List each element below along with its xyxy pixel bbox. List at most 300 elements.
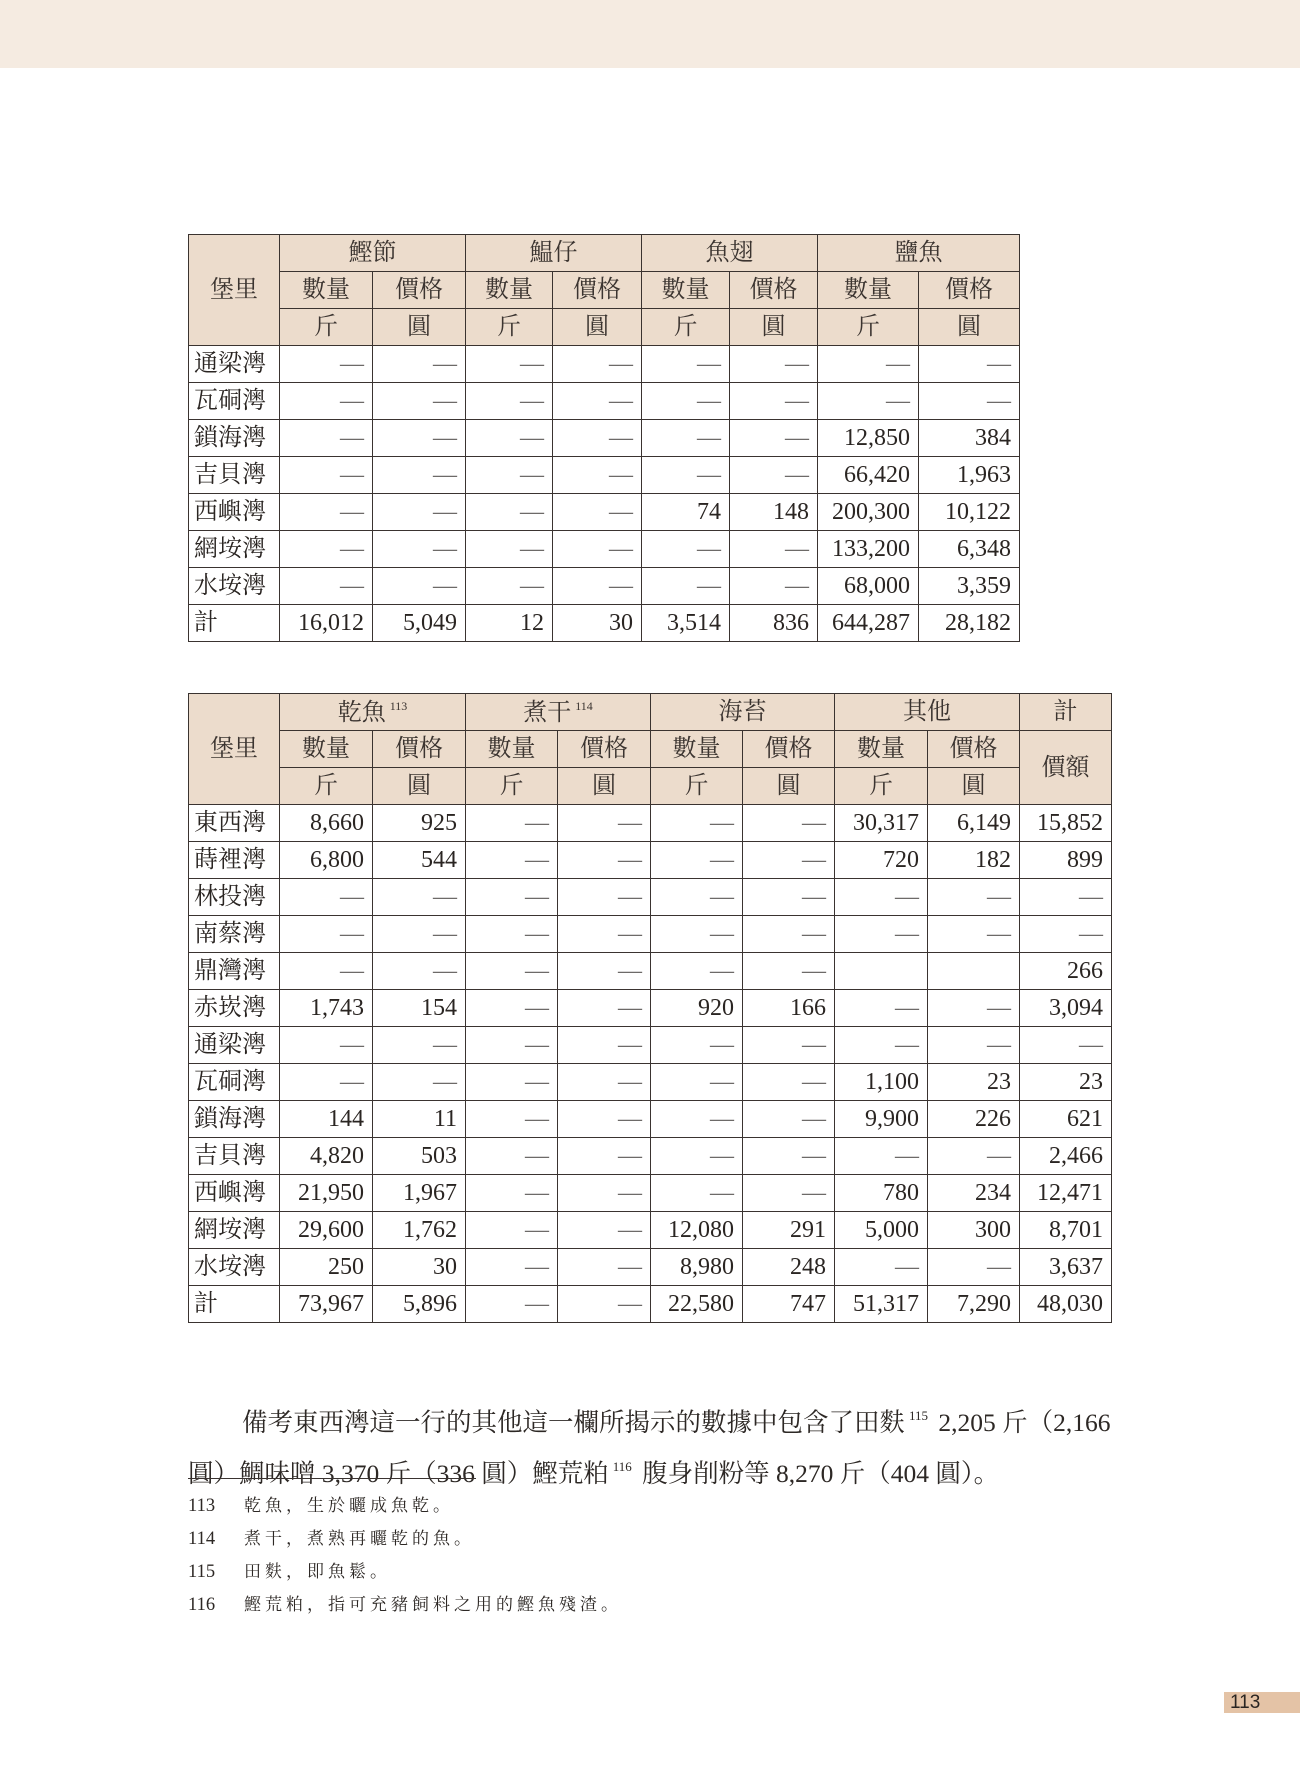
table-cell: 29,600 <box>280 1212 373 1249</box>
table-cell: — <box>466 1175 558 1212</box>
unit-header: 斤 <box>466 309 553 346</box>
table-cell: — <box>928 879 1020 916</box>
table-cell: 21,950 <box>280 1175 373 1212</box>
table-cell: — <box>553 531 642 568</box>
page-number: 113 <box>1224 1692 1300 1713</box>
table-cell: — <box>835 990 928 1027</box>
table-cell: 3,514 <box>642 605 730 642</box>
subheader: 數量 <box>835 731 928 768</box>
table-cell: — <box>743 805 835 842</box>
table-cell: — <box>466 1249 558 1286</box>
table-cell: 22,580 <box>651 1286 743 1323</box>
table-cell: — <box>743 916 835 953</box>
table-cell: 5,049 <box>373 605 466 642</box>
table-cell: — <box>280 494 373 531</box>
region-name: 計 <box>189 1286 280 1323</box>
unit-header: 斤 <box>280 309 373 346</box>
subheader: 價格 <box>928 731 1020 768</box>
fishery-table-1 <box>188 234 1020 642</box>
group-header: 鰛仔 <box>466 235 642 272</box>
table-cell: 300 <box>928 1212 1020 1249</box>
table-row <box>189 383 1020 420</box>
table-row <box>189 1212 1112 1249</box>
table-cell: — <box>466 842 558 879</box>
table-cell: — <box>280 531 373 568</box>
table-cell: 621 <box>1020 1101 1112 1138</box>
region-name: 網垵澚 <box>189 531 280 568</box>
subheader: 數量 <box>466 272 553 309</box>
table-cell: — <box>743 1027 835 1064</box>
table-cell: 12,850 <box>818 420 919 457</box>
table-cell: — <box>743 1175 835 1212</box>
footnote-ref: 113 <box>389 698 408 713</box>
table-cell: — <box>466 916 558 953</box>
subheader: 數量 <box>651 731 743 768</box>
table-cell: — <box>730 568 818 605</box>
table-cell: — <box>730 346 818 383</box>
table-cell: — <box>373 383 466 420</box>
table-cell: 48,030 <box>1020 1286 1112 1323</box>
table-cell: — <box>280 1027 373 1064</box>
region-header: 堡里 <box>189 694 280 805</box>
table-cell: — <box>373 953 466 990</box>
unit-header: 圓 <box>730 309 818 346</box>
table-cell: 11 <box>373 1101 466 1138</box>
subheader: 數量 <box>466 731 558 768</box>
unit-header: 圓 <box>373 768 466 805</box>
table-cell: — <box>1020 879 1112 916</box>
footnote-number: 115 <box>188 1562 216 1582</box>
fishery-table-2 <box>188 693 1112 1323</box>
unit-header: 斤 <box>466 768 558 805</box>
table-cell: 3,094 <box>1020 990 1112 1027</box>
subheader: 價格 <box>743 731 835 768</box>
table-cell: — <box>466 1064 558 1101</box>
table-cell: — <box>466 420 553 457</box>
region-name: 吉貝澚 <box>189 1138 280 1175</box>
table-row <box>189 842 1112 879</box>
table-row <box>189 346 1020 383</box>
remark-paragraph <box>188 1394 1128 1496</box>
subheader: 價格 <box>373 272 466 309</box>
table-cell: 250 <box>280 1249 373 1286</box>
remark-text: 2,205 斤（2,166 圓）鯛味噌 3,370 斤（336 圓）鰹荒粕 <box>188 1407 1111 1488</box>
group-header <box>651 694 835 731</box>
table-cell: — <box>651 842 743 879</box>
total-row <box>189 1286 1112 1323</box>
total-subheader: 價額 <box>1020 731 1112 805</box>
table-cell: — <box>835 916 928 953</box>
table-cell: — <box>466 457 553 494</box>
table-cell: — <box>558 1175 651 1212</box>
table-cell: — <box>466 346 553 383</box>
table-cell: — <box>373 1027 466 1064</box>
table-row <box>189 494 1020 531</box>
table-cell: 133,200 <box>818 531 919 568</box>
table-cell: — <box>651 1175 743 1212</box>
table-cell: — <box>642 346 730 383</box>
unit-header: 斤 <box>651 768 743 805</box>
table-cell: 644,287 <box>818 605 919 642</box>
table-cell: 899 <box>1020 842 1112 879</box>
table-cell: 3,359 <box>919 568 1020 605</box>
table-cell: 2,466 <box>1020 1138 1112 1175</box>
table-cell: — <box>651 1064 743 1101</box>
table-cell: 12,471 <box>1020 1175 1112 1212</box>
table-cell: — <box>651 879 743 916</box>
total-header: 計 <box>1020 694 1112 731</box>
table-cell: 16,012 <box>280 605 373 642</box>
table-cell: — <box>651 916 743 953</box>
table-cell: — <box>373 879 466 916</box>
table-row <box>189 1027 1112 1064</box>
unit-header: 斤 <box>818 309 919 346</box>
table-cell: — <box>466 494 553 531</box>
subheader: 數量 <box>642 272 730 309</box>
footnote-ref: 116 <box>612 1458 632 1474</box>
table-cell: — <box>280 953 373 990</box>
region-name: 鼎灣澚 <box>189 953 280 990</box>
unit-header: 斤 <box>642 309 730 346</box>
table-cell: — <box>553 346 642 383</box>
table-cell: 720 <box>835 842 928 879</box>
table-cell: — <box>919 383 1020 420</box>
table-cell: — <box>280 1064 373 1101</box>
region-name: 西嶼澚 <box>189 494 280 531</box>
table-cell: 66,420 <box>818 457 919 494</box>
table-cell: 384 <box>919 420 1020 457</box>
table-cell: 226 <box>928 1101 1020 1138</box>
table-cell: — <box>743 879 835 916</box>
table-cell: 1,963 <box>919 457 1020 494</box>
table-cell: — <box>280 457 373 494</box>
footnote-item <box>188 1556 622 1589</box>
table-cell: — <box>466 805 558 842</box>
table-cell: — <box>558 1027 651 1064</box>
table-cell: — <box>730 457 818 494</box>
footnote-text: 乾魚，生於曬成魚乾。 <box>244 1496 454 1516</box>
footnote-text: 煮干，煮熟再曬乾的魚。 <box>244 1529 475 1549</box>
group-header <box>280 694 466 731</box>
table-cell: 68,000 <box>818 568 919 605</box>
table-cell: 200,300 <box>818 494 919 531</box>
table-cell: — <box>553 420 642 457</box>
table-cell: — <box>651 953 743 990</box>
table-cell: — <box>743 1064 835 1101</box>
table-cell: — <box>928 1138 1020 1175</box>
table-cell: — <box>743 1138 835 1175</box>
table-cell: 6,800 <box>280 842 373 879</box>
table-cell: — <box>373 568 466 605</box>
table-cell: — <box>743 842 835 879</box>
group-label: 海苔 <box>718 699 767 725</box>
table-cell: — <box>466 1286 558 1323</box>
table-cell: — <box>373 346 466 383</box>
table-cell: — <box>743 1101 835 1138</box>
region-name: 網垵澚 <box>189 1212 280 1249</box>
footnotes <box>188 1490 622 1622</box>
group-header: 鹽魚 <box>818 235 1020 272</box>
table-cell: 30 <box>373 1249 466 1286</box>
table-cell: — <box>730 531 818 568</box>
footnote-item <box>188 1490 622 1523</box>
group-header: 鰹節 <box>280 235 466 272</box>
table-cell: — <box>466 568 553 605</box>
table-cell: — <box>280 916 373 953</box>
table-cell: — <box>373 1064 466 1101</box>
table-cell: — <box>280 568 373 605</box>
subheader: 價格 <box>919 272 1020 309</box>
footnote-number: 116 <box>188 1595 216 1615</box>
unit-header: 圓 <box>553 309 642 346</box>
table-cell: 1,100 <box>835 1064 928 1101</box>
table-cell: 51,317 <box>835 1286 928 1323</box>
table-cell: — <box>373 420 466 457</box>
table-cell: — <box>642 531 730 568</box>
unit-header: 圓 <box>919 309 1020 346</box>
table-cell: — <box>466 953 558 990</box>
table-row <box>189 990 1112 1027</box>
table-cell: — <box>558 916 651 953</box>
table-row <box>189 420 1020 457</box>
table-cell: 248 <box>743 1249 835 1286</box>
table-cell: — <box>466 383 553 420</box>
table-cell: — <box>818 383 919 420</box>
table-cell: 291 <box>743 1212 835 1249</box>
table-cell: 925 <box>373 805 466 842</box>
table-cell: — <box>373 457 466 494</box>
unit-header: 斤 <box>835 768 928 805</box>
footnote-text: 田麩，即魚鬆。 <box>244 1562 391 1582</box>
table-cell: 8,701 <box>1020 1212 1112 1249</box>
table-cell: — <box>558 1249 651 1286</box>
table-cell: — <box>558 953 651 990</box>
table-cell: 30 <box>553 605 642 642</box>
subheader: 數量 <box>280 272 373 309</box>
table-cell: — <box>558 842 651 879</box>
remark-text: 備考東西澚這一行的其他這一欄所揭示的數據中包含了田麩 <box>242 1407 906 1437</box>
unit-header: 圓 <box>743 768 835 805</box>
group-label: 煮干 <box>523 699 572 726</box>
table-cell: — <box>558 990 651 1027</box>
table-cell: 1,762 <box>373 1212 466 1249</box>
table-cell: — <box>280 346 373 383</box>
footnote-ref: 114 <box>575 698 593 713</box>
table-cell: — <box>466 879 558 916</box>
region-name: 計 <box>189 605 280 642</box>
table-cell: — <box>373 916 466 953</box>
footnote-number: 114 <box>188 1529 216 1549</box>
table-cell: 182 <box>928 842 1020 879</box>
table-cell: 30,317 <box>835 805 928 842</box>
page-header-band <box>0 0 1300 68</box>
footnote-number: 113 <box>188 1496 216 1516</box>
total-row <box>189 605 1020 642</box>
table-cell: — <box>373 531 466 568</box>
group-label: 乾魚 <box>337 699 386 726</box>
table-cell: — <box>466 531 553 568</box>
table-cell: 23 <box>1020 1064 1112 1101</box>
table-row <box>189 916 1112 953</box>
table-cell: — <box>651 1027 743 1064</box>
table-cell: — <box>835 1138 928 1175</box>
table-cell: 10,122 <box>919 494 1020 531</box>
table-cell: 747 <box>743 1286 835 1323</box>
table-cell: — <box>730 383 818 420</box>
region-header: 堡里 <box>189 235 280 346</box>
region-name: 鎖海澚 <box>189 420 280 457</box>
table-cell: — <box>730 420 818 457</box>
table-cell: 154 <box>373 990 466 1027</box>
table-cell: — <box>466 1027 558 1064</box>
table-row <box>189 1101 1112 1138</box>
table-cell: 920 <box>651 990 743 1027</box>
table-cell: 148 <box>730 494 818 531</box>
table-cell: — <box>558 1212 651 1249</box>
table-cell: 166 <box>743 990 835 1027</box>
remark-text: 腹身削粉等 8,270 斤（404 圓）。 <box>635 1458 1000 1488</box>
table-cell <box>835 953 928 990</box>
region-name: 吉貝澚 <box>189 457 280 494</box>
unit-header: 圓 <box>558 768 651 805</box>
table-cell: 4,820 <box>280 1138 373 1175</box>
region-name: 通梁澚 <box>189 346 280 383</box>
table-cell: — <box>553 568 642 605</box>
table-cell: — <box>373 494 466 531</box>
table-row <box>189 879 1112 916</box>
table-cell: — <box>743 953 835 990</box>
table-cell: 7,290 <box>928 1286 1020 1323</box>
table-cell: — <box>1020 916 1112 953</box>
table-cell: 9,900 <box>835 1101 928 1138</box>
subheader: 價格 <box>558 731 651 768</box>
table-cell: — <box>553 383 642 420</box>
subheader: 數量 <box>818 272 919 309</box>
table-cell: 6,348 <box>919 531 1020 568</box>
region-name: 蒔裡澚 <box>189 842 280 879</box>
footnote-ref: 115 <box>909 1407 929 1423</box>
footnote-item <box>188 1589 622 1622</box>
table-cell: 544 <box>373 842 466 879</box>
table-cell: — <box>466 1101 558 1138</box>
table-cell: — <box>558 1064 651 1101</box>
group-header <box>835 694 1020 731</box>
table-row <box>189 457 1020 494</box>
table-cell: — <box>1020 1027 1112 1064</box>
table-cell: — <box>280 879 373 916</box>
unit-header: 圓 <box>373 309 466 346</box>
region-name: 南蔡澚 <box>189 916 280 953</box>
table-cell: 5,896 <box>373 1286 466 1323</box>
region-name: 林投澚 <box>189 879 280 916</box>
table-cell: 74 <box>642 494 730 531</box>
table-cell: — <box>642 420 730 457</box>
table-cell: — <box>919 346 1020 383</box>
table-cell: — <box>558 879 651 916</box>
table-cell: — <box>466 990 558 1027</box>
table-cell: — <box>466 1138 558 1175</box>
subheader: 價格 <box>373 731 466 768</box>
table-cell: — <box>928 990 1020 1027</box>
table-cell: — <box>651 1101 743 1138</box>
table-cell: — <box>558 1286 651 1323</box>
region-name: 瓦硐澚 <box>189 383 280 420</box>
table-row <box>189 953 1112 990</box>
table-cell: 836 <box>730 605 818 642</box>
table-row <box>189 1175 1112 1212</box>
table-cell: 144 <box>280 1101 373 1138</box>
region-name: 赤崁澚 <box>189 990 280 1027</box>
region-name: 通梁澚 <box>189 1027 280 1064</box>
table-cell: 234 <box>928 1175 1020 1212</box>
table-cell: — <box>466 1212 558 1249</box>
region-name: 水垵澚 <box>189 1249 280 1286</box>
footnote-item <box>188 1523 622 1556</box>
table-cell: — <box>835 1027 928 1064</box>
table-cell: — <box>651 1138 743 1175</box>
group-header: 魚翅 <box>642 235 818 272</box>
subheader: 價格 <box>553 272 642 309</box>
subheader: 數量 <box>280 731 373 768</box>
table-cell: 8,660 <box>280 805 373 842</box>
group-label: 其他 <box>903 699 951 725</box>
table-cell: — <box>642 457 730 494</box>
table-cell: 266 <box>1020 953 1112 990</box>
region-name: 東西澚 <box>189 805 280 842</box>
table-cell: — <box>818 346 919 383</box>
table-cell: 1,967 <box>373 1175 466 1212</box>
region-name: 水垵澚 <box>189 568 280 605</box>
table-cell: — <box>553 494 642 531</box>
table-row <box>189 568 1020 605</box>
table-cell: 6,149 <box>928 805 1020 842</box>
table-cell: — <box>558 805 651 842</box>
table-cell: 73,967 <box>280 1286 373 1323</box>
table-cell: 780 <box>835 1175 928 1212</box>
table-cell: 503 <box>373 1138 466 1175</box>
footnote-text: 鰹荒粕，指可充豬飼料之用的鰹魚殘渣。 <box>244 1595 622 1615</box>
table-cell: — <box>642 568 730 605</box>
footnote-divider <box>188 1478 476 1479</box>
table-cell: — <box>928 1027 1020 1064</box>
table-cell <box>928 953 1020 990</box>
table-cell: 28,182 <box>919 605 1020 642</box>
region-name: 西嶼澚 <box>189 1175 280 1212</box>
table-cell: — <box>835 879 928 916</box>
table-cell: 12 <box>466 605 553 642</box>
table-cell: 8,980 <box>651 1249 743 1286</box>
subheader: 價格 <box>730 272 818 309</box>
table-cell: — <box>928 916 1020 953</box>
table-row <box>189 1138 1112 1175</box>
table-cell: 23 <box>928 1064 1020 1101</box>
region-name: 鎖海澚 <box>189 1101 280 1138</box>
table-cell: 3,637 <box>1020 1249 1112 1286</box>
region-name: 瓦硐澚 <box>189 1064 280 1101</box>
table-cell: 12,080 <box>651 1212 743 1249</box>
table-cell: — <box>642 383 730 420</box>
table-cell: — <box>558 1138 651 1175</box>
table-cell: — <box>928 1249 1020 1286</box>
table-cell: — <box>835 1249 928 1286</box>
table-cell: 5,000 <box>835 1212 928 1249</box>
table-row <box>189 1249 1112 1286</box>
table-cell: — <box>651 805 743 842</box>
table-row <box>189 1064 1112 1101</box>
table-cell: — <box>280 383 373 420</box>
unit-header: 斤 <box>280 768 373 805</box>
table-cell: 1,743 <box>280 990 373 1027</box>
